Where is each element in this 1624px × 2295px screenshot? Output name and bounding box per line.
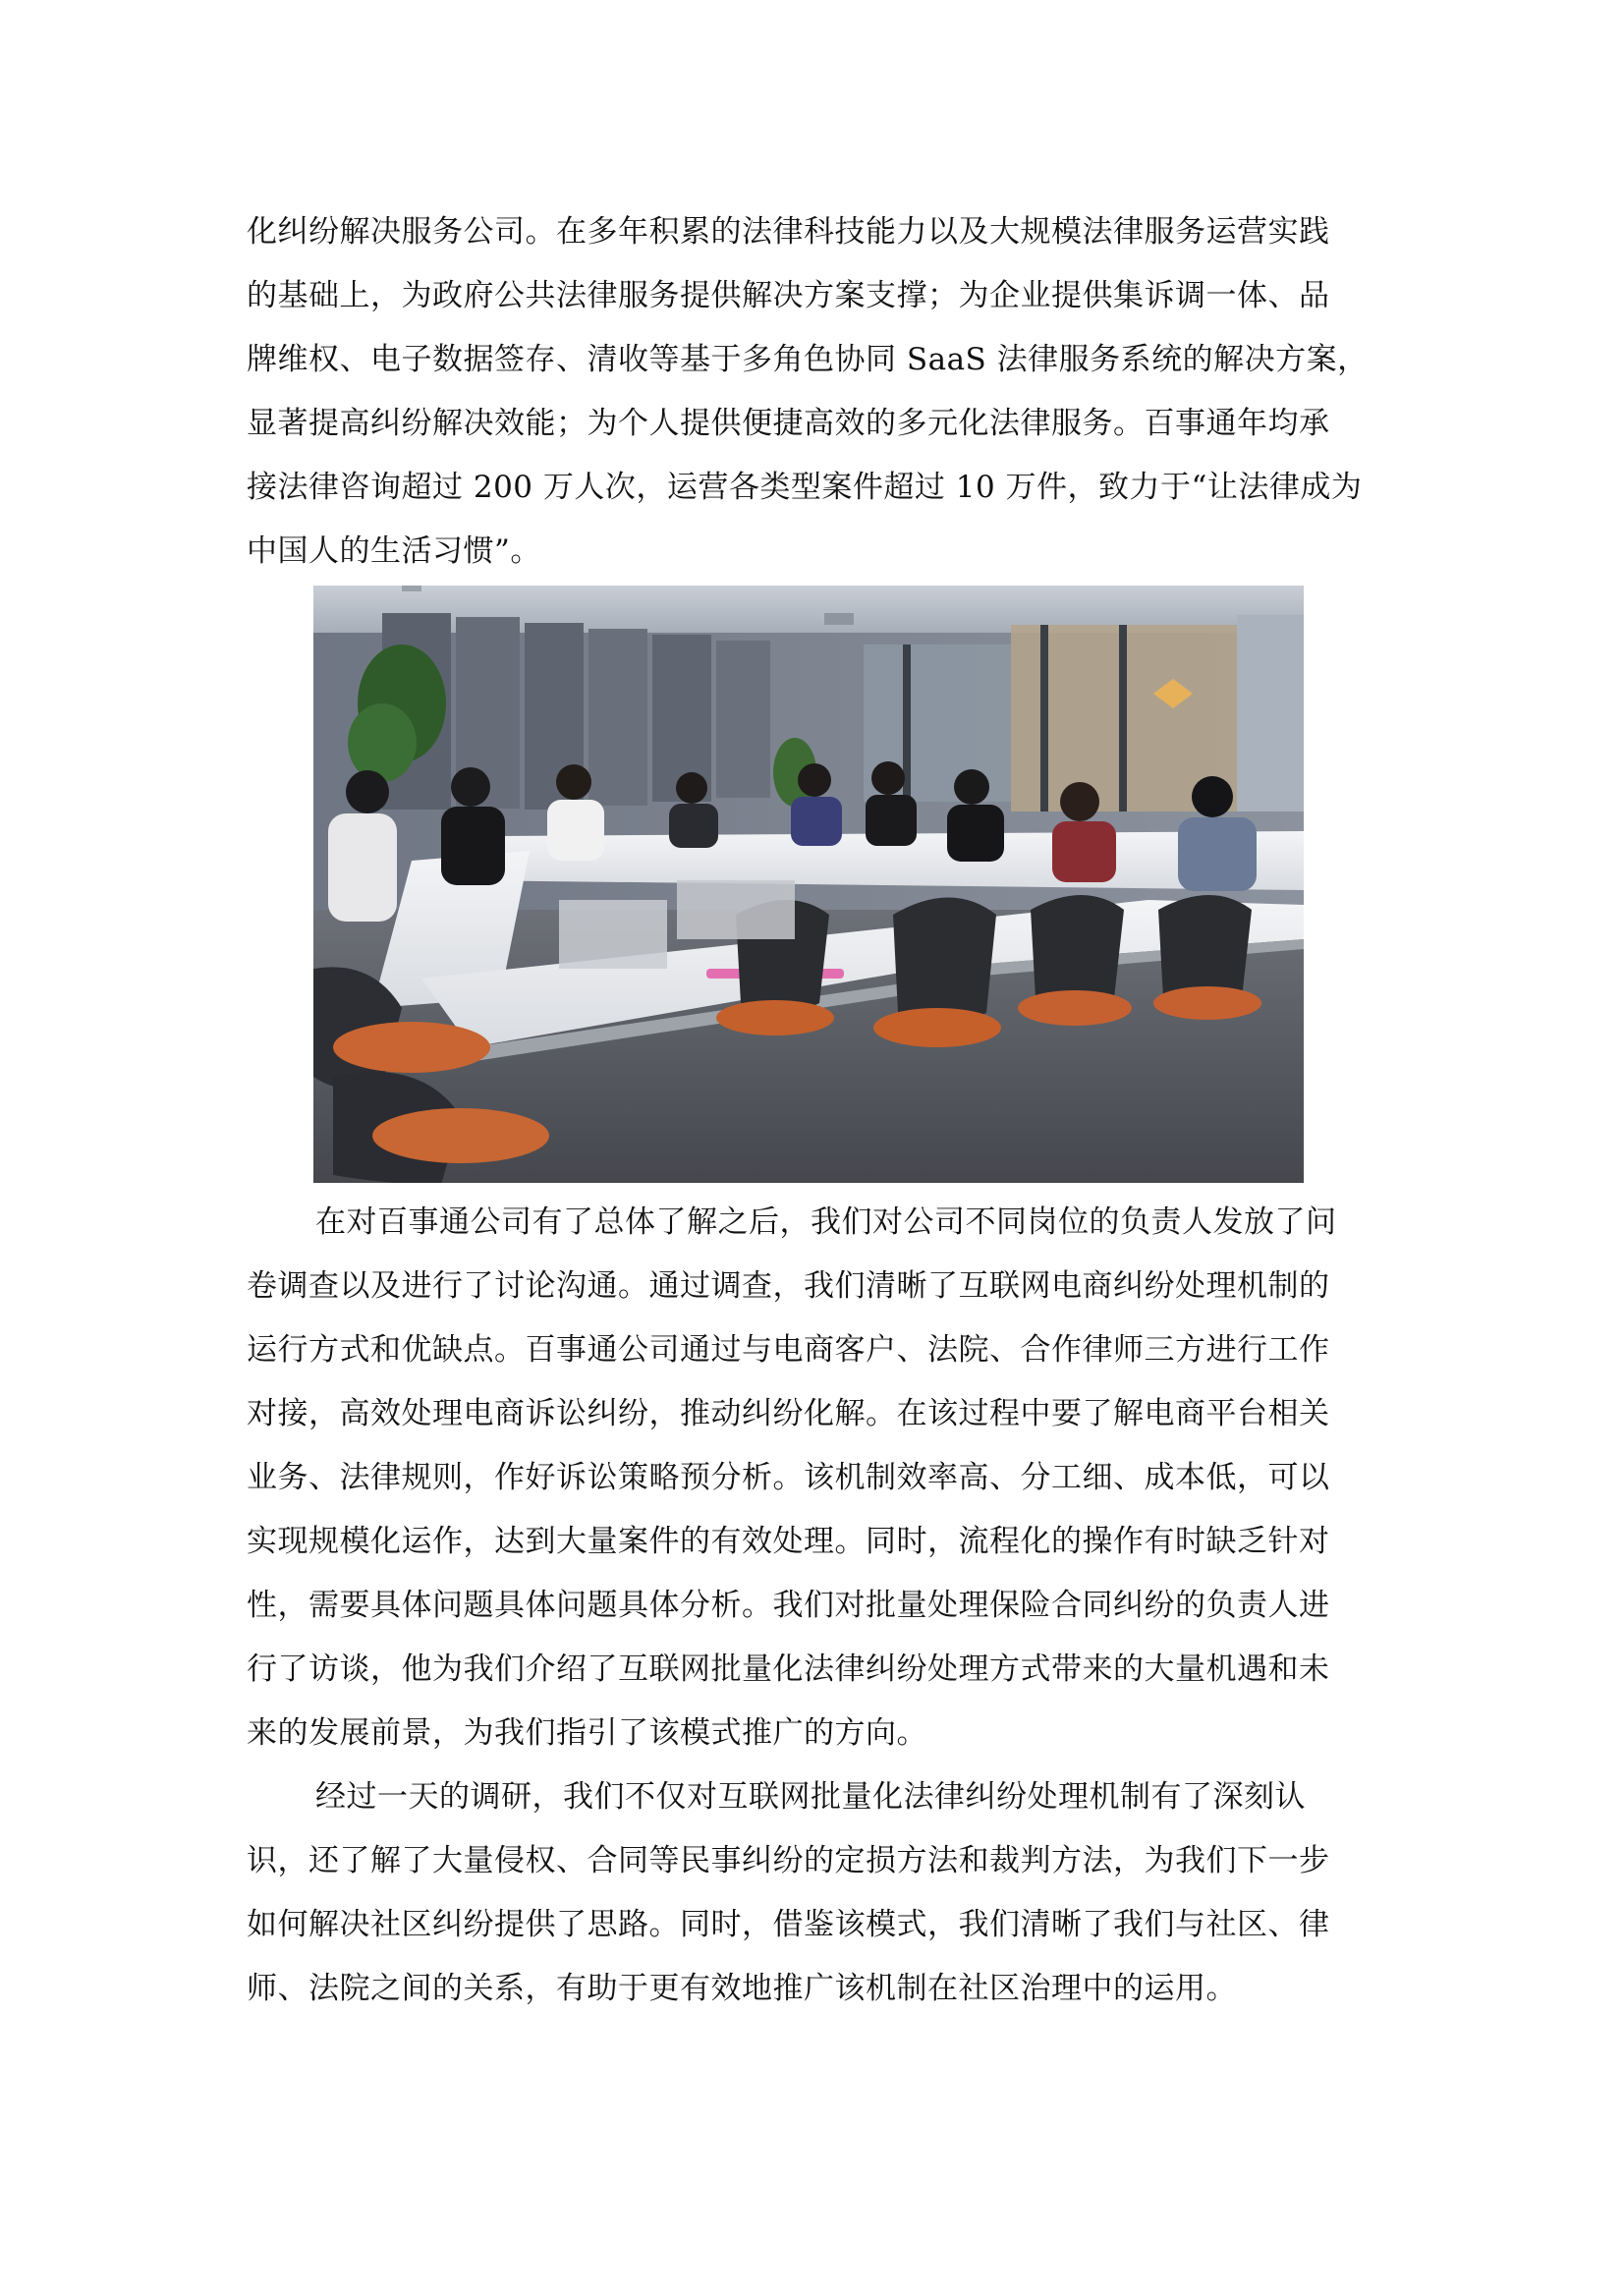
meeting-room-photo (313, 586, 1304, 1183)
text-line: 师、法院之间的关系，有助于更有效地推广该机制在社区治理中的运用。 (247, 1971, 1237, 2006)
text-line: 中国人的生活习惯”。 (247, 533, 541, 569)
text-line: 识，还了解了大量侵权、合同等民事纠纷的定损方法和裁判方法，为我们下一步 (247, 1843, 1330, 1878)
text-line: 运行方式和优缺点。百事通公司通过与电商客户、法院、合作律师三方进行工作 (247, 1332, 1330, 1368)
paragraph-conclusion (247, 1765, 1388, 2021)
text-line: 牌维权、电子数据签存、清收等基于多角色协同 SaaS 法律服务系统的解决方案， (247, 342, 1369, 377)
text-line: 显著提高纠纷解决效能；为个人提供便捷高效的多元化法律服务。百事通年均承 (247, 406, 1330, 441)
text-line: 行了访谈，他为我们介绍了互联网批量化法律纠纷处理方式带来的大量机遇和未 (247, 1651, 1330, 1687)
text-line: 接法律咨询超过 200 万人次，运营各类型案件超过 10 万件，致力于“让法律成为 (247, 470, 1363, 505)
paragraph-company-intro (247, 200, 1388, 584)
paragraph-survey-findings (247, 1191, 1388, 1765)
text-line: 经过一天的调研，我们不仅对互联网批量化法律纠纷处理机制有了深刻认 (315, 1779, 1306, 1815)
meeting-photo-illustration (313, 586, 1304, 1183)
text-line: 如何解决社区纠纷提供了思路。同时，借鉴该模式，我们清晰了我们与社区、律 (247, 1907, 1330, 1942)
text-line: 对接，高效处理电商诉讼纠纷，推动纠纷化解。在该过程中要了解电商平台相关 (247, 1396, 1330, 1431)
text-line: 来的发展前景，为我们指引了该模式推广的方向。 (247, 1715, 927, 1751)
text-line: 性，需要具体问题具体问题具体分析。我们对批量处理保险合同纠纷的负责人进 (247, 1588, 1330, 1623)
text-line: 的基础上，为政府公共法律服务提供解决方案支撑；为企业提供集诉调一体、品 (247, 278, 1330, 313)
text-line: 化纠纷解决服务公司。在多年积累的法律科技能力以及大规模法律服务运营实践 (247, 214, 1330, 250)
text-line: 实现规模化运作，达到大量案件的有效处理。同时，流程化的操作有时缺乏针对 (247, 1524, 1330, 1559)
text-line: 卷调查以及进行了讨论沟通。通过调查，我们清晰了互联网电商纠纷处理机制的 (247, 1268, 1330, 1304)
glass-partition (864, 615, 1304, 812)
text-line: 业务、法律规则，作好诉讼策略预分析。该机制效率高、分工细、成本低，可以 (247, 1460, 1330, 1495)
text-line: 在对百事通公司有了总体了解之后，我们对公司不同岗位的负责人发放了问 (315, 1204, 1337, 1240)
